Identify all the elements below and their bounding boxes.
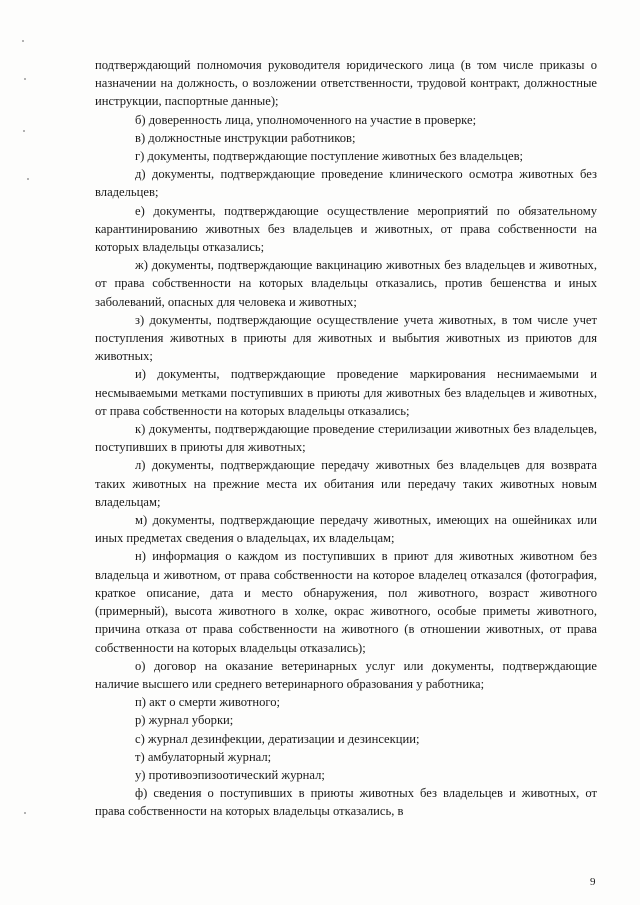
document-paragraph: подтверждающий полномочия руководителя юридического лица (в том числе приказы о назначении на должность, о возложении ответственности, трудовой контракт, должностные инструкции, паспортные данные); [95,58,597,109]
scan-speck [24,812,26,814]
document-paragraph: е) документы, подтверждающие осуществление мероприятий по обязательному карантинированию животных без владельцев и животных, от права собственности на которых владельцы отказались; [95,203,597,255]
document-paragraph: з) документы, подтверждающие осуществление учета животных, в том числе учет поступления животных в приюты для животных и выбытия животных из приютов для животных; [95,312,597,364]
document-paragraph: в) должностные инструкции работников; [135,130,356,145]
document-paragraph: м) документы, подтверждающие передачу животных, имеющих на ошейниках или иных предметах сведения о владельцах, их владельцам; [95,513,597,546]
document-paragraph: т) амбулаторный журнал; [135,749,272,764]
document-paragraph: б) доверенность лица, уполномоченного на участие в проверке; [135,112,477,127]
scan-speck [22,40,24,42]
page-number: 9 [590,876,596,888]
scan-speck [27,178,29,180]
document-paragraph: л) документы, подтверждающие передачу животных без владельцев для возврата таких животных на прежние места их обитания или передачу таких животных новым владельцам; [95,458,597,509]
document-paragraph: у) противоэпизоотический журнал; [135,767,325,782]
document-paragraph: ж) документы, подтверждающие вакцинацию животных без владельцев и животных, от права собственности на которых владельцы отказались, против бешенства и иных заболеваний, опасных для человека и животных; [95,258,597,309]
document-paragraph: д) документы, подтверждающие проведение клинического осмотра животных без владельцев; [95,167,597,200]
document-paragraph: г) документы, подтверждающие поступление животных без владельцев; [135,149,524,164]
document-paragraph: к) документы, подтверждающие проведение стерилизации животных без владельцев, поступивших в приюты для животных; [95,422,597,455]
document-paragraph: с) журнал дезинфекции, дератизации и дезинсекции; [135,731,420,746]
document-paragraph: ф) сведения о поступивших в приюты животных без владельцев и животных, от права собственности на которых владельцы отказались, в [95,786,597,819]
document-paragraph: р) журнал уборки; [135,713,234,728]
scan-speck [23,130,25,132]
document-paragraph: н) информация о каждом из поступивших в приют для животных животном без владельца и животном, от права собственности на которое владелец отказался (фотография, краткое описание, дата и место обнаружения, пол животного, возраст животного (примерный), высота животного в холке, окрас животного, особые приметы животного, причина отказа от права собственности на животного (в отношении животных, от права собственности на которых владельцы отказались); [95,549,597,655]
document-paragraph: п) акт о смерти животного; [135,695,281,710]
document-paragraph: о) договор на оказание ветеринарных услуг или документы, подтверждающие наличие высшего или среднего ветеринарного образования у работника; [95,658,597,691]
scan-speck [24,78,26,80]
document-paragraph: и) документы, подтверждающие проведение маркирования неснимаемыми и несмываемыми метками поступивших в приюты для животных без владельцев и животных, от права собственности на которых владельцы отказались; [95,367,597,418]
document-body [95,56,597,821]
